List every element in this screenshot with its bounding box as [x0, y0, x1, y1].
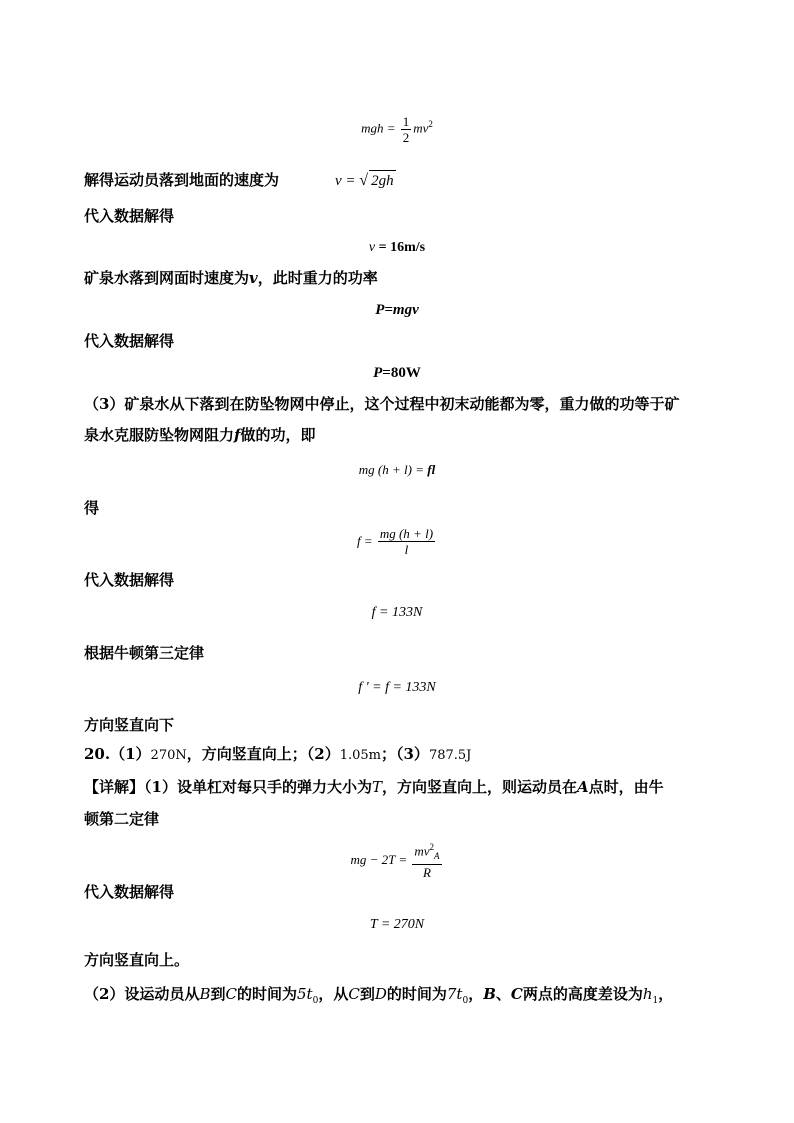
equation-power: P=mgv [375, 302, 419, 318]
fraction-one-half: $\frac{1}{2}$ [402, 114, 410, 145]
paragraph-substitute-2: 代入数据解得 [84, 332, 175, 350]
equation-v-16: v = 16m/s [368, 240, 426, 255]
equation-work: mg (h + l) = fl [358, 462, 436, 477]
paragraph-water-speed: 矿泉水落到网面时速度为v，此时重力的功率 [84, 269, 378, 287]
detail-line-2: 顿第二定律 [84, 810, 160, 828]
equation-f-prime: f ' = f = 133N [358, 680, 436, 695]
paragraph-de: 得 [84, 499, 100, 517]
eq-lhs: mgh = [361, 120, 396, 136]
equation-T-value: T = 270N [369, 917, 425, 932]
equation-speed: v = √ 2gh [335, 172, 394, 189]
equation-newton-second-law: mg − 2T = $\frac{mv^2_A}{R}$ [350, 842, 440, 880]
paragraph-substitute-3: 代入数据解得 [84, 571, 175, 589]
detail-line-1: 【详解】（1）设单杠对每只手的弹力大小为T，方向竖直向上，则运动员在A点时，由牛 [84, 778, 664, 796]
paragraph-substitute-1: 代入数据解得 [84, 207, 175, 225]
equation-f-fraction: f = $\frac{mg (h + l)}{l}$ [356, 526, 434, 557]
equation-f-value: f = 133N [371, 605, 423, 620]
paragraph-part3-a: （3）矿泉水从下落到在防坠物网中停止，这个过程中初末动能都为零，重力做的功等于矿 [84, 395, 680, 413]
question-20-answers: 20.（1）270N，方向竖直向上；（2）1.05m；（3）787.5J [84, 745, 472, 763]
fraction-f: $\frac{mg (h + l)}{l}$ [379, 526, 434, 557]
equation-energy-conservation: mgh = $\frac{1}{2}$ $mv^2$ [361, 114, 433, 145]
eq-rhs: mv [413, 120, 429, 136]
paragraph-direction-down: 方向竖直向下 [84, 716, 175, 734]
fraction-centripetal: $\frac{mv^2_A}{R}$ [414, 842, 440, 880]
paragraph-speed-intro: 解得运动员落到地面的速度为 [84, 171, 280, 189]
paragraph-part3-b: 泉水克服防坠物网阻力f做的功，即 [84, 426, 316, 444]
paragraph-newton-third-law: 根据牛顿第三定律 [84, 644, 205, 662]
paragraph-part2: （2）设运动员从B到C的时间为$5t_0$，从C到D的时间为$7t_0$，B、C两点的高度差设为$h_1$， [84, 985, 674, 1006]
paragraph-substitute-4: 代入数据解得 [84, 883, 175, 901]
paragraph-direction-up: 方向竖直向上。 [84, 951, 190, 969]
equation-power-value: P=80W [373, 365, 421, 381]
